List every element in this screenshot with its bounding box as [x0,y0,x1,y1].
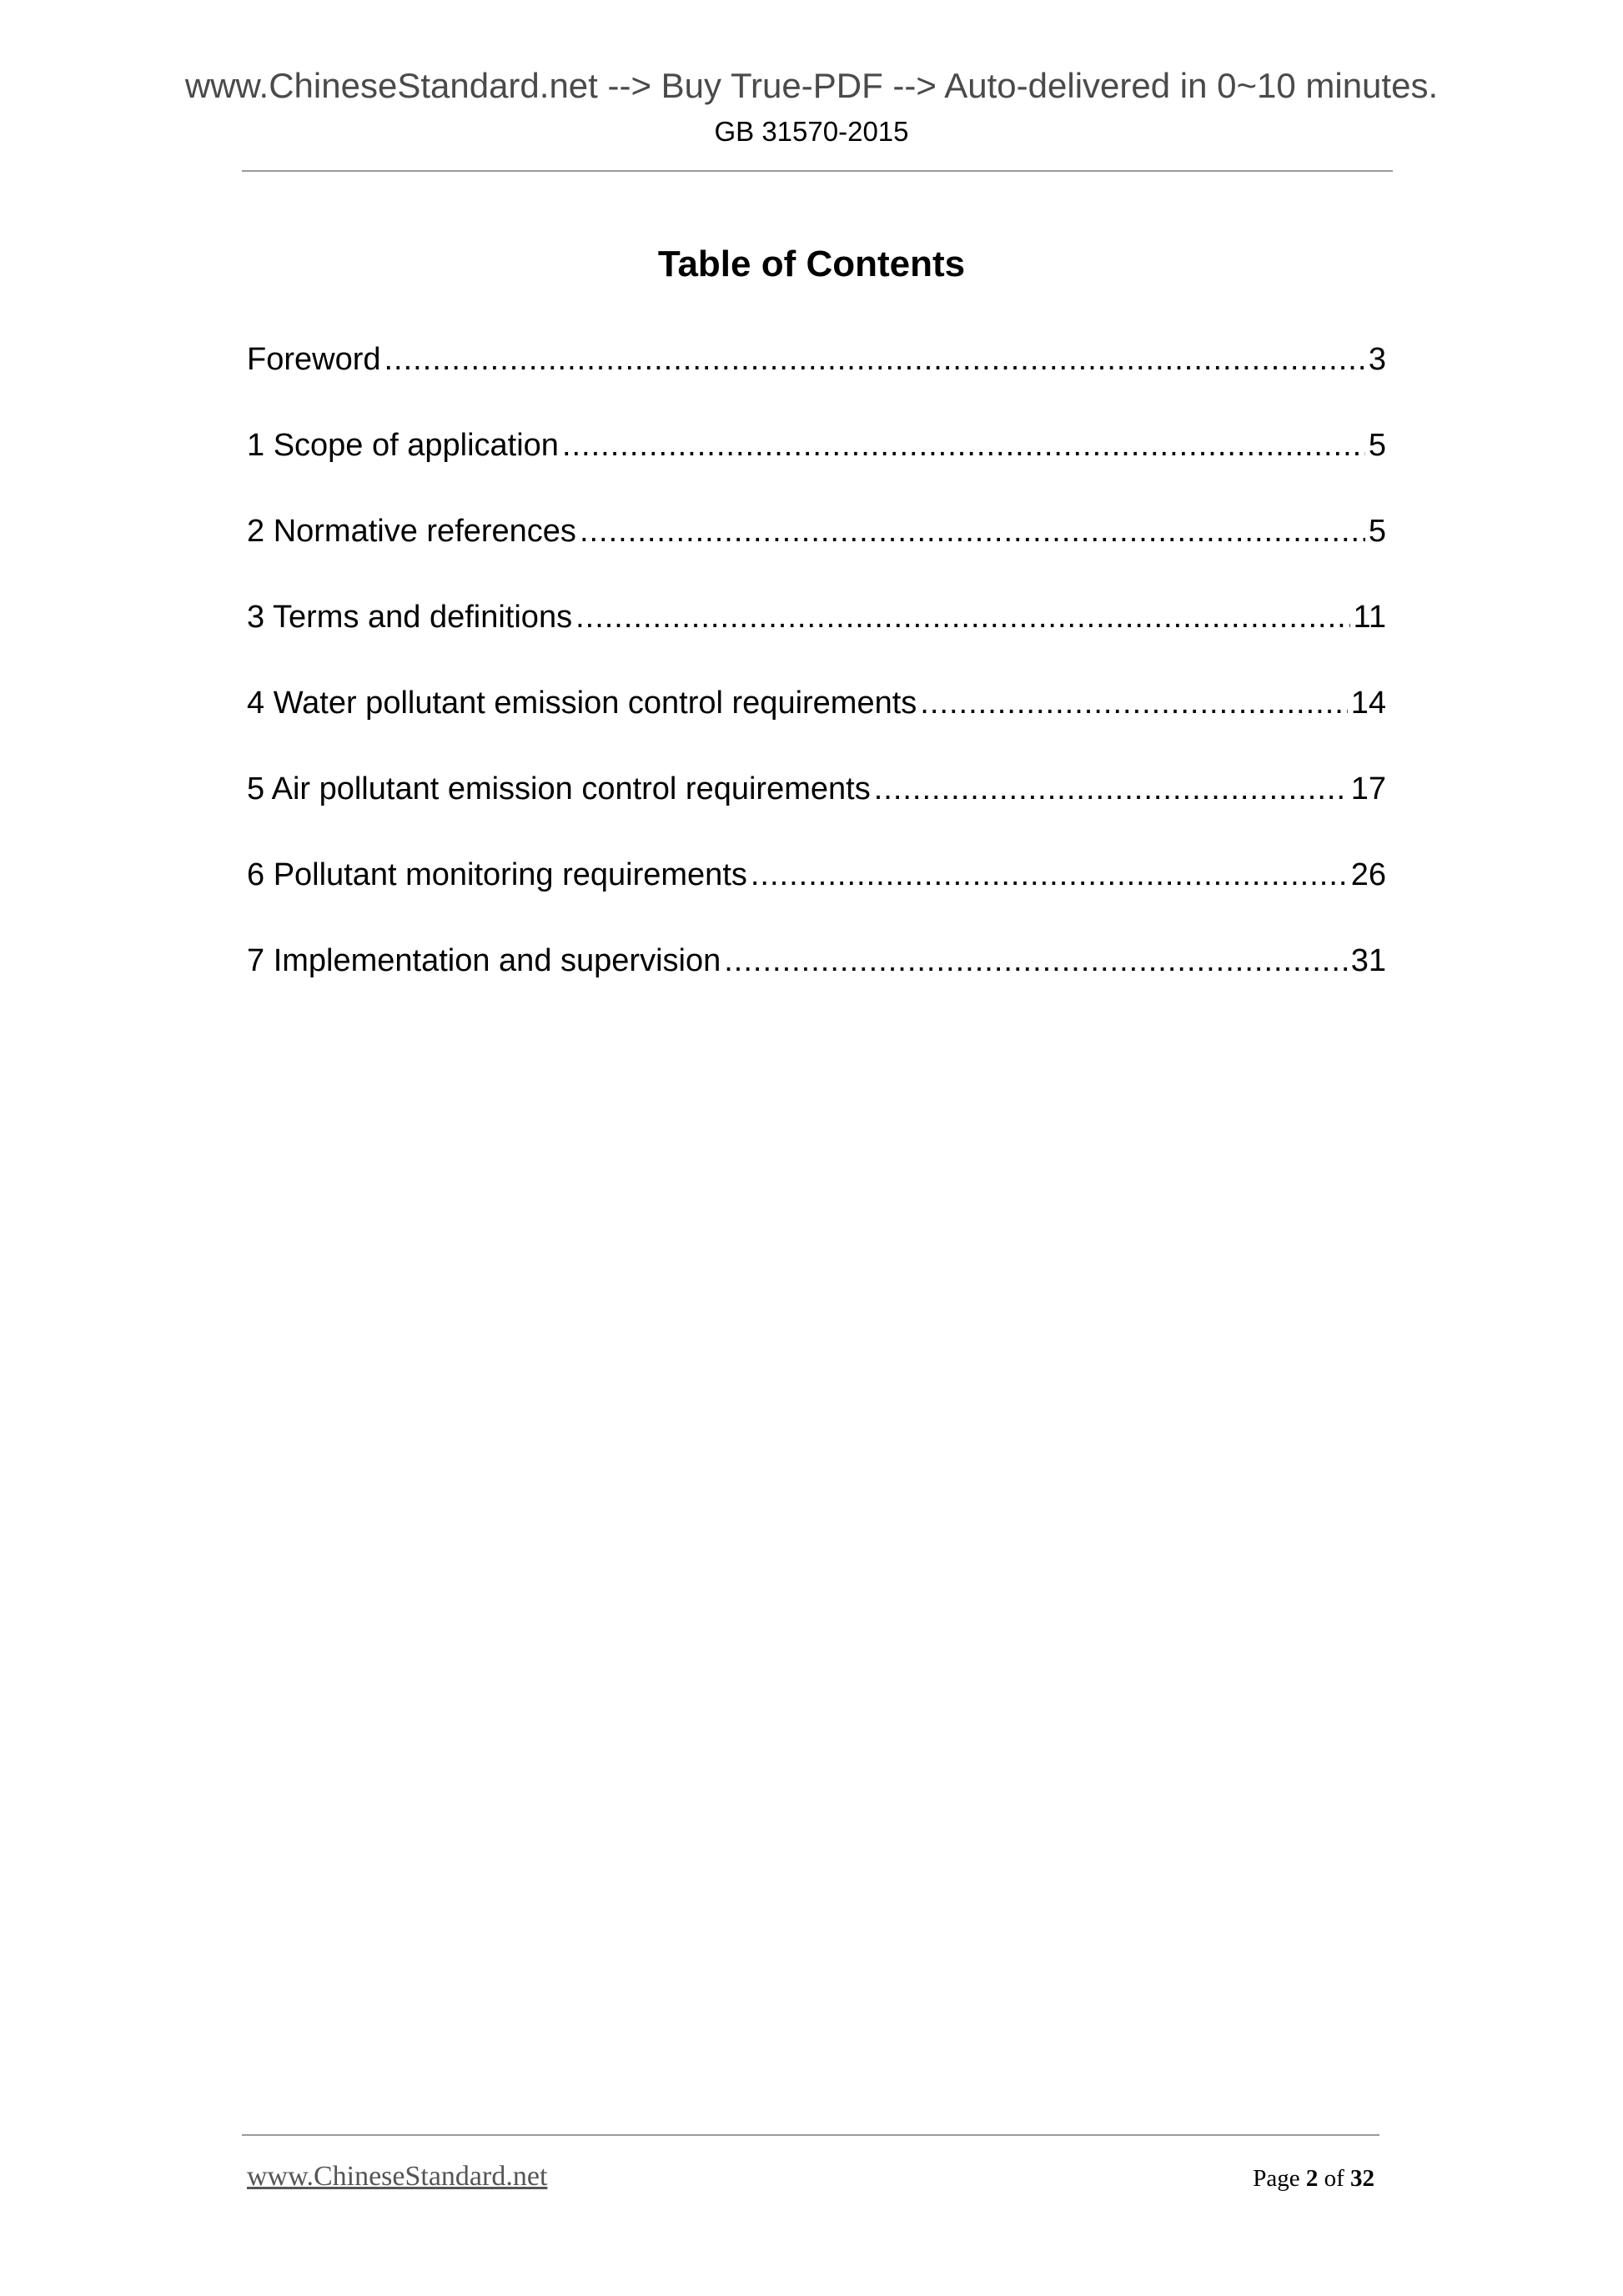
footer-divider [242,2134,1379,2136]
page-total: 32 [1350,2165,1374,2192]
toc-entry-label: 2 Normative references [247,514,576,549]
toc-entry-label: 4 Water pollutant emission control requirements [247,686,917,721]
toc-list [247,339,1386,1026]
toc-entry-monitoring[interactable] [247,854,1386,940]
toc-dot-leader [575,596,1349,638]
standard-code: GB 31570-2015 [714,116,909,147]
toc-entry-page: 5 [1368,428,1386,463]
toc-entry-terms-definitions[interactable] [247,596,1386,682]
toc-entry-label: 7 Implementation and supervision [247,943,721,978]
toc-title: Table of Contents [657,244,966,284]
toc-dot-leader [751,854,1348,896]
toc-entry-scope[interactable] [247,425,1386,510]
toc-dot-leader [562,425,1365,466]
toc-entry-page: 17 [1350,771,1386,806]
toc-entry-water-pollutant[interactable] [247,682,1386,768]
site-banner: www.ChineseStandard.net --> Buy True-PDF --> Auto-delivered in 0~10 minutes. [184,66,1439,105]
toc-entry-label: Foreword [247,342,381,377]
toc-entry-implementation[interactable] [247,940,1386,1026]
page-of: of [1324,2165,1344,2192]
header-divider [242,170,1393,172]
toc-dot-leader [874,768,1348,810]
toc-entry-label: 3 Terms and definitions [247,600,573,635]
toc-dot-leader [384,339,1365,380]
toc-dot-leader [724,940,1348,982]
toc-entry-page: 14 [1350,686,1386,721]
toc-entry-label: 1 Scope of application [247,428,559,463]
toc-entry-page: 31 [1350,943,1386,978]
toc-entry-page: 3 [1368,342,1386,377]
page-prefix: Page [1253,2165,1300,2192]
toc-entry-label: 5 Air pollutant emission control requirements [247,771,871,806]
toc-entry-label: 6 Pollutant monitoring requirements [247,857,747,892]
page-number [1253,2163,1374,2193]
toc-dot-leader [580,510,1365,552]
toc-entry-air-pollutant[interactable] [247,768,1386,854]
footer-site-link[interactable]: www.ChineseStandard.net [247,2161,548,2192]
toc-entry-page: 26 [1350,857,1386,892]
toc-entry-page: 5 [1368,514,1386,549]
page-current: 2 [1305,2165,1319,2192]
toc-dot-leader [920,682,1347,724]
toc-entry-normative-references[interactable] [247,510,1386,596]
toc-entry-page: 11 [1353,600,1386,635]
toc-entry-foreword[interactable] [247,339,1386,425]
